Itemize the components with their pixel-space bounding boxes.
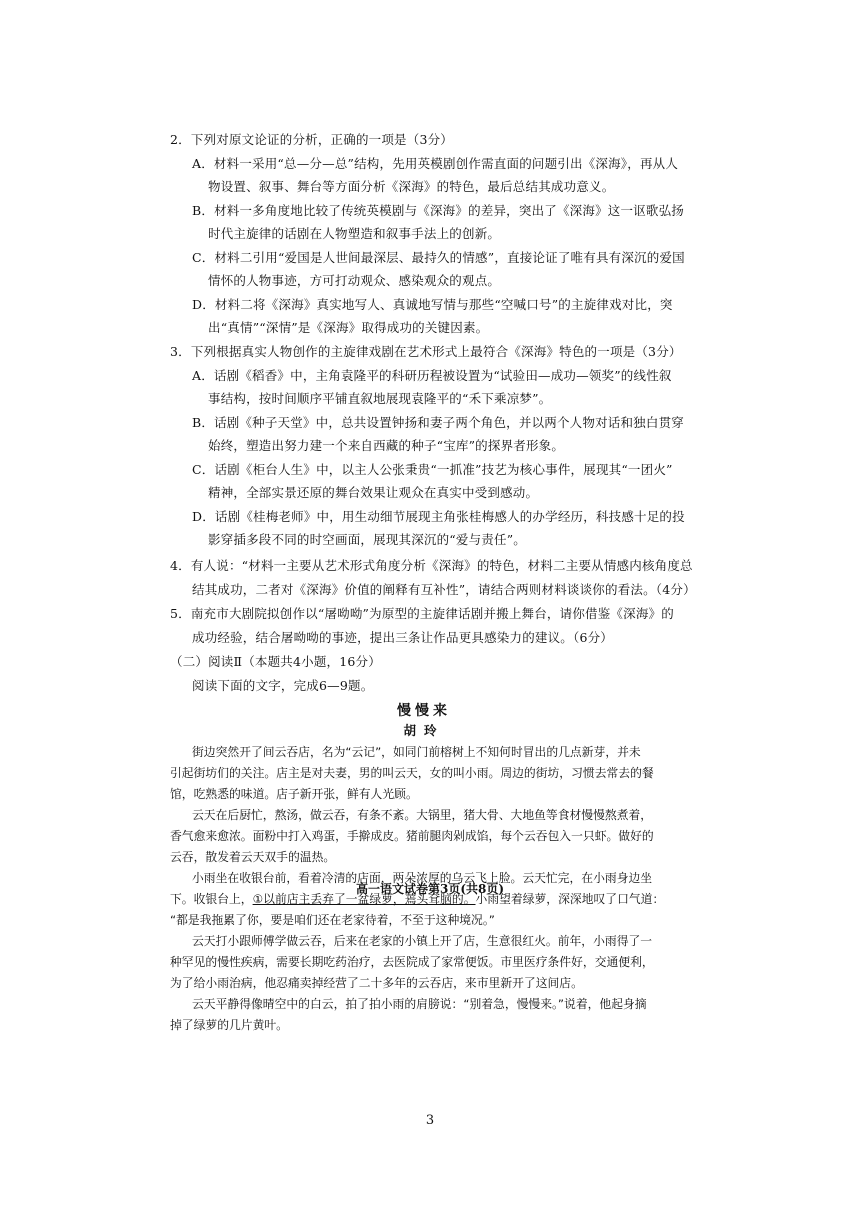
question-2 (170, 128, 685, 340)
story-paragraph-2 (170, 805, 678, 868)
story-paragraph-5 (170, 994, 678, 1036)
option-2c-line-2: 情怀的人物事迹，方可打动观众、感染观众的观点。 (208, 273, 501, 288)
story-paragraph-3 (170, 868, 678, 931)
story-line: 云天打小跟师傅学做云吞，后来在老家的小镇上开了店，生意很红火。前年，小雨得了一 (192, 934, 653, 948)
section-instruction: 阅读下面的文字，完成6—9题。 (192, 677, 374, 693)
option-3d-line-1: D．话剧《桂梅老师》中，用生动细节展现主角张桂梅感人的办学经历，科技感十足的投 (192, 508, 685, 524)
question-5 (170, 602, 678, 649)
option-2d-line-1: D．材料二将《深海》真实地写人、真诚地写情与那些“空喊口号”的主旋律戏对比，突 (192, 296, 673, 312)
story-line: 香气愈来愈浓。面粉中打入鸡蛋，手擀成皮。猪前腿肉剁成馅，每个云吞包入一只虾。做好的 (170, 829, 654, 843)
story-paragraph-1 (170, 742, 678, 805)
page-footer: 高一语文试卷第3页(共8页) (355, 882, 505, 896)
question-3-stem: 3．下列根据真实人物创作的主旋律戏剧在艺术形式上最符合《深海》特色的一项是（3分） (170, 344, 682, 359)
option-3c-line-2: 精神，全部实景还原的舞台效果让观众在真实中受到感动。 (208, 485, 539, 500)
underlined-sentence-1: ①以前店主丢弃了一盆绿萝，蔫头耷脑的。 (252, 892, 476, 906)
option-3d-line-2: 影穿插多段不同的时空画面，展现其深沉的“爱与责任”。 (208, 532, 526, 547)
option-2b-line-2: 时代主旋律的话剧在人物塑造和叙事手法上的创新。 (208, 226, 501, 241)
option-2a-line-2: 物设置、叙事、舞台等方面分析《深海》的特色，最后总结其成功意义。 (208, 179, 615, 194)
option-3a-line-2: 事结构，按时间顺序平铺直叙地展现袁隆平的“禾下乘凉梦”。 (208, 391, 552, 406)
question-3 (170, 340, 685, 552)
story-line: 街边突然开了间云吞店，名为“云记”，如同门前榕树上不知何时冒出的几点新芽，并未 (192, 745, 641, 759)
story-line: 云天在后厨忙，熬汤，做云吞，有条不紊。大锅里，猪大骨、大地鱼等食材慢慢熬煮着， (192, 808, 653, 822)
option-2b-line-1: B．材料一多角度地比较了传统英模剧与《深海》的差异，突出了《深海》这一讴歌弘扬 (192, 202, 684, 218)
option-3b-line-1: B．话剧《种子天堂》中，总共设置钟扬和妻子两个角色，并以两个人物对话和独白贯穿 (192, 414, 684, 430)
story-line: 掉了绿萝的几片黄叶。 (170, 1018, 288, 1032)
section-heading: （二）阅读Ⅱ（本题共4小题，16分） (170, 654, 381, 669)
story-line: “都是我拖累了你，要是咱们还在老家待着，不至于这种境况。” (170, 913, 495, 927)
story-title: 慢慢来 (397, 703, 451, 719)
question-5-line-1: 5．南充市大剧院拟创作以“屠呦呦”为原型的主旋律话剧并搬上舞台，请你借鉴《深海》的 (170, 606, 674, 621)
section-reading-2 (170, 650, 678, 697)
question-4-line-2: 结其成功，二者对《深海》价值的阐释有互补性”，请结合两则材料谈谈你的看法。（4分） (192, 581, 696, 597)
question-4-line-1: 4．有人说：“材料一主要从艺术形式角度分析《深海》的特色，材料二主要从情感内核角度总 (170, 558, 693, 573)
option-2a-line-1: A．材料一采用“总—分—总”结构，先用英模剧创作需直面的问题引出《深海》，再从人 (192, 155, 679, 171)
story-line: 引起街坊们的关注。店主是对夫妻，男的叫云天，女的叫小雨。周边的街坊，习惯去常去的餐 (170, 766, 654, 780)
story-text: 下。收银台上， (170, 892, 253, 906)
story (170, 700, 678, 1036)
story-line: 种罕见的慢性疾病，需要长期吃药治疗，去医院成了家常便饭。市里医疗条件好，交通便利， (170, 955, 654, 969)
option-2d-line-2: 出“真情”“深情”是《深海》取得成功的关键因素。 (208, 320, 489, 335)
story-author: 胡玲 (403, 723, 445, 738)
option-3a-line-1: A．话剧《稻香》中，主角袁隆平的科研历程被设置为“试验田—成功—领奖”的线性叙 (192, 367, 672, 383)
story-text: 小雨望着绿萝，深深地叹了口气道： (475, 892, 665, 906)
story-line: 云吞，散发着云天双手的温热。 (170, 850, 336, 864)
story-line: 云天平静得像晴空中的白云，拍了拍小雨的肩膀说：“别着急，慢慢来。”说着，他起身摘 (192, 997, 647, 1011)
story-paragraph-4 (170, 931, 678, 994)
option-2c-line-1: C．材料二引用“爱国是人世间最深层、最持久的情感”，直接论证了唯有具有深沉的爱国 (192, 249, 685, 265)
story-line: 馆，吃熟悉的味道。店子新开张，鲜有人光顾。 (170, 787, 418, 801)
question-4 (170, 554, 696, 601)
question-5-line-2: 成功经验，结合屠呦呦的事迹，提出三条让作品更具感染力的建议。（6分） (192, 629, 614, 645)
story-line: 为了给小雨治病，他忍痛卖掉经营了二十多年的云吞店，来市里新开了这间店。 (170, 976, 583, 990)
option-3c-line-1: C．话剧《柜台人生》中，以主人公张秉贵“一抓准”技艺为核心事件，展现其“一团火” (192, 461, 673, 477)
option-3b-line-2: 始终，塑造出努力建一个来自西藏的种子“宝库”的探界者形象。 (208, 438, 565, 453)
page-number: 3 (425, 1113, 435, 1128)
story-line: 小雨坐在收银台前，看着冷清的店面，两朵浓厚的乌云飞上脸。云天忙完，在小雨身边坐 (192, 871, 653, 885)
question-2-stem: 2．下列对原文论证的分析，正确的一项是（3分） (170, 132, 454, 147)
